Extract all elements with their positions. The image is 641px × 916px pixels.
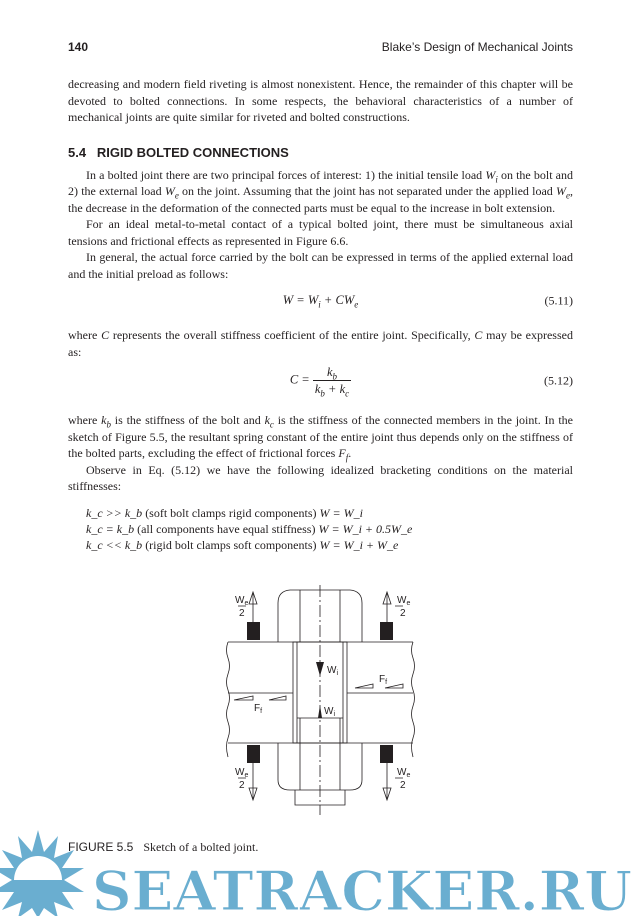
watermark-logo [0,822,641,916]
paragraph: where C represents the overall stiffness coefficient of the entire joint. Specifically, C may be expressed as: [68,328,573,359]
label-we-half: $W_e$ [235,767,249,779]
label-we-half: $W_e$ [397,767,411,779]
page-number: 140 [68,40,89,54]
condition-item: k_c = k_b (all components have equal stiffness) W = W_i + 0.5W_e [86,521,413,536]
label-two: 2 [400,608,406,619]
paragraph: decreasing and modern field riveting is almost nonexistent. Hence, the remainder of this chapter will be devoted to bolted connections. In some respects, the behavioral characteristics of a number of mechanical joints are quite similar for riveted and bolted constructions. [68,77,573,124]
label-two: 2 [400,780,406,791]
paragraph: In a bolted joint there are two principal forces of interest: 1) the initial tensile load $W_i$ on the bolt and 2) the external load $W_e$ on the joint. Assuming that the joint has not separated under the applied load $W_e$, the decrease in the deformation of the connected parts must be equal to the increase in bolt extension. [68,167,574,215]
label-ff: $F_f$ [379,674,388,686]
paragraph: For an ideal metal-to-metal contact of a typical bolted joint, there must be simultaneous axial tensions and frictional effects as represented in Figure 6.6. [68,217,573,248]
label-we-half: $W_e$ [397,595,411,607]
paragraph: In general, the actual force carried by the bolt can be expressed in terms of the applied external load and the initial preload as follows: [68,250,573,281]
equation-5-12: C = $\frac{k_b}{k_b + k_c}$ (5.12) [289,365,573,399]
label-we-half: $W_e$ [235,595,249,607]
condition-item: k_c << k_b (rigid bolt clamps soft components) W = W_i + W_e [86,537,399,552]
equation-number: (5.11) [544,293,573,308]
paragraph: Observe in Eq. (5.12) we have the following idealized bracketing conditions on the material stiffnesses: [68,462,573,493]
figure-caption: FIGURE 5.5 Sketch of a bolted joint. [68,840,259,854]
label-ff: $F_f$ [254,703,263,715]
label-wi: $W_i$ [327,665,339,677]
equation-number: (5.12) [544,373,573,387]
equation-5-11: $W = W_i + CW_e$ (5.11) [282,293,573,310]
running-header: Blake’s Design of Mechanical Joints [381,40,573,54]
condition-item: k_c >> k_b (soft bolt clamps rigid components) W = W_i [86,505,363,520]
label-wi: $W_i$ [324,706,336,718]
section-heading: 5.4 RIGID BOLTED CONNECTIONS [68,144,289,160]
paragraph: where $k_b$ is the stiffness of the bolt and $k_c$ is the stiffness of the connected members in the joint. In the sketch of Figure 5.5, the resultant spring constant of the entire joint thus depends only on the stiffness of the bolted parts, excluding the effect of frictional forces $F_f$. [68,413,573,463]
label-two: 2 [239,608,245,619]
label-two: 2 [239,780,245,791]
svg-text:SEATRACKER.RU: SEATRACKER.RU [92,859,632,916]
